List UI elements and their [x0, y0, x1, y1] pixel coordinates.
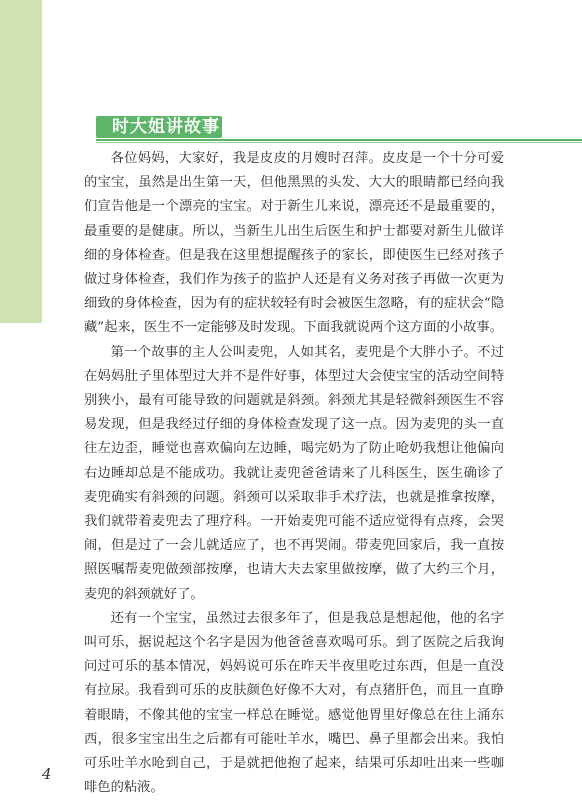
- side-color-bar: [0, 0, 42, 323]
- paragraph: 各位妈妈，大家好，我是皮皮的月嫂时召萍。皮皮是一个十分可爱的宝宝，虽然是出生第一天，但他黑黑的头发、大大的眼睛都已经向我们宣告他是一个漂亮的宝宝。对于新生儿来说，漂亮还不是最重要的，最重要的是健康。所以，当新生儿出生后医生和护士都要对新生儿做详细的身体检查。但是我在这里想提醒孩子的家长，即使医生已经对孩子做过身体检查，我们作为孩子的监护人还是有义务对孩子再做一次更为细致的身体检查，因为有的症状较轻有时会被医生忽略，有的症状会“隐藏”起来，医生不一定能够及时发现。下面我就说两个这方面的小故事。: [84, 151, 504, 336]
- section-title: 时大姐讲故事: [112, 117, 220, 137]
- paragraph: 还有一个宝宝，虽然过去很多年了，但是我总是想起他，他的名字叫可乐，据说起这个名字是因为他爸爸喜欢喝可乐。到了医院之后我询问过可乐的基本情况，妈妈说可乐在昨天半夜里吃过东西，但是一直没有拉尿。我看到可乐的皮肤颜色好像不大对，有点猪肝色，而且一直睁着眼睛，不像其他的宝宝一样总在睡觉。感觉他胃里好像总在往上涌东西，很多宝宝出生之后都有可能吐羊水，嘴巴、鼻子里都会出来。我怕可乐吐羊水呛到自己，于是就把他抱了起来，结果可乐却吐出来一些咖啡色的粘液。: [84, 610, 504, 796]
- page-number: 4: [42, 765, 52, 783]
- paragraph: 第一个故事的主人公叫麦兜，人如其名，麦兜是个大胖小子。不过在妈妈肚子里体型过大并不是件好事，体型过大会使宝宝的活动空间特别狭小，最有可能导致的问题就是斜颈。斜颈尤其是轻微斜颈医生不容易发现，但是我经过仔细的身体检查发现了这一点。因为麦兜的头一直往左边歪，睡觉也喜欢偏向左边睡，喝完奶为了防止呛奶我想让他偏向右边睡却总是不能成功。我就让麦兜爸爸请来了儿科医生，医生确诊了麦兜确实有斜颈的问题。斜颈可以采取非手术疗法，也就是推拿按摩，我们就带着麦兜去了理疗科。一开始麦兜可能不适应觉得有点疼，会哭闹，但是过了一会儿就适应了，也不再哭闹。带麦兜回家后，我一直按照医嘱帮麦兜做颈部按摩，也请大夫去家里做按摩，做了大约三个月，麦兜的斜颈就好了。: [84, 344, 504, 602]
- section-heading: [96, 113, 224, 141]
- heading-rule-thin: [96, 142, 582, 143]
- story-body: [84, 147, 504, 800]
- heading-rule: [96, 139, 582, 141]
